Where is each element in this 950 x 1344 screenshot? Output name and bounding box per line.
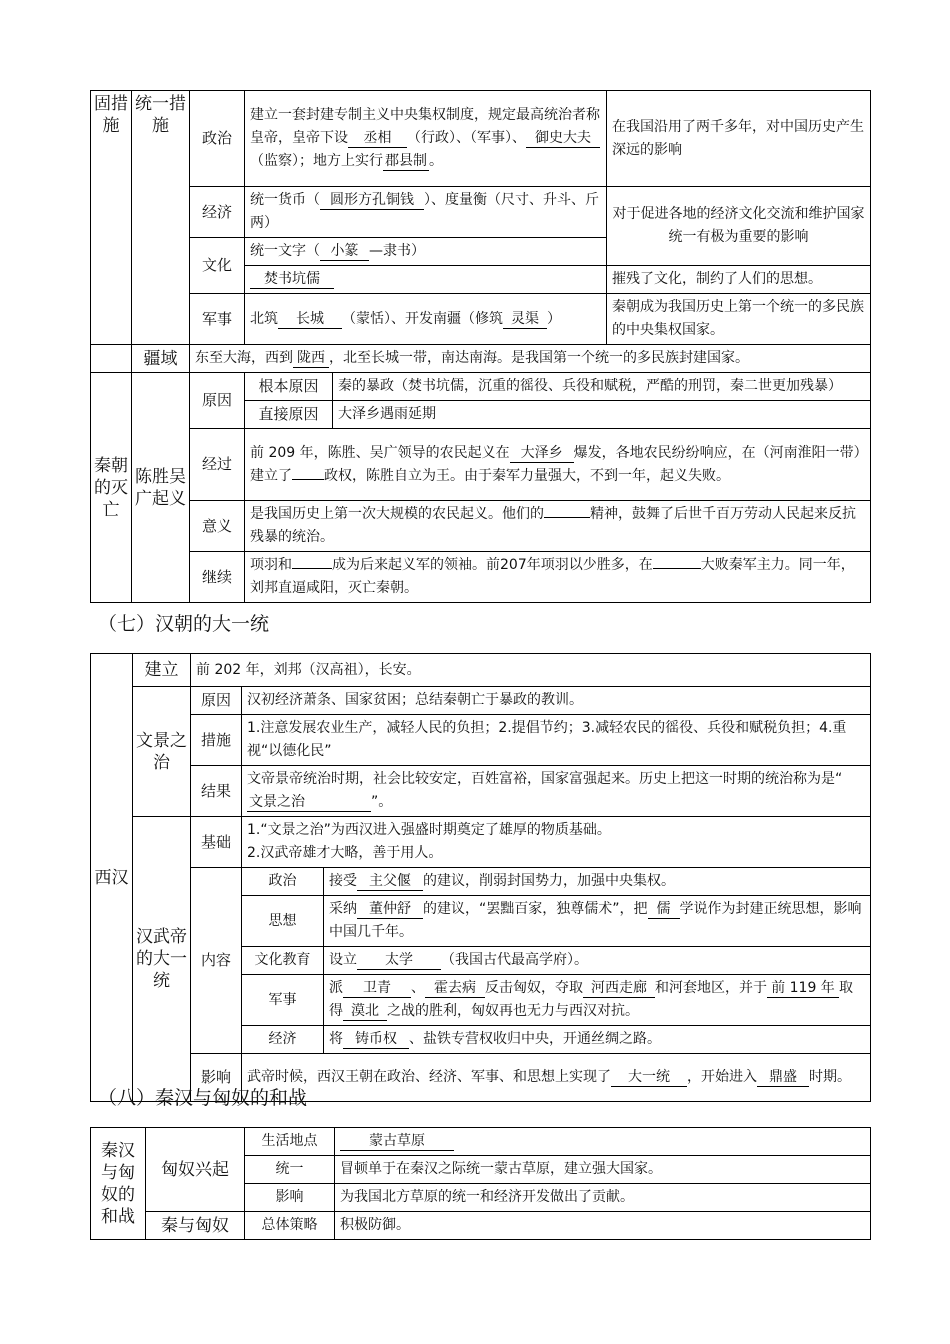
book-burning-cell: 焚书坑儒 bbox=[245, 266, 607, 294]
policy-content: 积极防御。 bbox=[335, 1212, 871, 1240]
thought-content: 采纳 董仲舒 的建议，“罢黜百家，独尊儒术”，把 儒 学说作为封建正统思想，影响中国几千年。 bbox=[324, 896, 871, 947]
unify-label: 统一 bbox=[245, 1156, 335, 1184]
wenjing-cell: 文景之治 bbox=[133, 687, 191, 817]
meaning-label: 意义 bbox=[190, 501, 245, 552]
wj-result-label: 结果 bbox=[191, 766, 242, 817]
book-burning-effect: 摧残了文化，制约了人们的思想。 bbox=[607, 266, 871, 294]
edu-content: 设立 太学 （我国古代最高学府）。 bbox=[324, 947, 871, 975]
direct-cause-label: 直接原因 bbox=[245, 401, 333, 429]
meaning-content: 是我国历史上第一次大规模的农民起义。他们的 精神，鼓舞了后世千百万劳动人民起来反抗残暴的统治。 bbox=[245, 501, 871, 552]
qin-xiongnu-cell: 秦与匈奴 bbox=[146, 1212, 245, 1240]
xiongnu-main-cell: 秦汉与匈奴的和战 bbox=[91, 1128, 146, 1240]
politics-effect: 在我国沿用了两千多年，对中国历史产生深远的影响 bbox=[607, 91, 871, 187]
wj-cause: 汉初经济萧条、国家贫困；总结秦朝亡于暴政的教训。 bbox=[242, 687, 871, 715]
content-label: 内容 bbox=[191, 868, 242, 1054]
mil-label: 军事 bbox=[242, 975, 324, 1026]
unify-measures-cell: 统一措施 bbox=[132, 91, 190, 345]
chen-wu-uprising-cell: 陈胜吴广起义 bbox=[132, 373, 190, 603]
pol-content: 接受 主父偃 的建议，削弱封国势力，加强中央集权。 bbox=[324, 868, 871, 896]
military-effect: 秦朝成为我国历史上第一个统一的多民族的中央集权国家。 bbox=[607, 294, 871, 345]
economy-culture-effect: 对于促进各地的经济文化交流和维护国家统一有极为重要的影响 bbox=[607, 187, 871, 266]
wj-measure-label: 措施 bbox=[191, 715, 242, 766]
military-content: 北筑 长城 （蒙恬）、开发南疆（修筑 灵渠 ） bbox=[245, 294, 607, 345]
continue-label: 继续 bbox=[190, 552, 245, 603]
xiongnu-rise-cell: 匈奴兴起 bbox=[146, 1128, 245, 1212]
unify-content: 冒顿单于在秦汉之际统一蒙古草原，建立强大国家。 bbox=[335, 1156, 871, 1184]
impact-label: 影响 bbox=[191, 1054, 242, 1102]
thought-label: 思想 bbox=[242, 896, 324, 947]
section-8-title: （八）秦汉与匈奴的和战 bbox=[98, 1087, 308, 1109]
found-content: 前 202 年，刘邦（汉高祖），长安。 bbox=[191, 654, 871, 687]
politics-content: 建立一套封建专制主义中央集权制度，规定最高统治者称皇帝，皇帝下设 丞相 （行政）、（军事）、 御史大夫（监察）；地方上实行 郡县制 。 bbox=[245, 91, 607, 187]
wudi-cell: 汉武帝的大一统 bbox=[133, 817, 191, 1102]
found-label: 建立 bbox=[133, 654, 191, 687]
direct-cause: 大泽乡遇雨延期 bbox=[333, 401, 871, 429]
continue-content: 项羽和 成为后来起义军的领袖。前207年项羽以少胜多，在 大败秦军主力。同一年，刘邦直逼咸阳，灭亡秦朝。 bbox=[245, 552, 871, 603]
policy-label: 总体策略 bbox=[245, 1212, 335, 1240]
territory-content: 东至大海，西到 陇西 ，北至长城一带，南达南海。是我国第一个统一的多民族封建国家。 bbox=[190, 345, 871, 373]
live-content: 蒙古草原 bbox=[335, 1128, 871, 1156]
blank-cell bbox=[91, 345, 132, 373]
western-han-cell: 西汉 bbox=[91, 654, 133, 1102]
mil-content: 派 卫青 、 霍去病 反击匈奴，夺取 河西走廊 和河套地区，并于 前 119 年 取得 漠北 之战的胜利，匈奴再也无力与西汉对抗。 bbox=[324, 975, 871, 1026]
culture-content: 统一文字（ 小篆 —隶书） bbox=[245, 238, 607, 266]
xn-impact-label: 影响 bbox=[245, 1184, 335, 1212]
wj-cause-label: 原因 bbox=[191, 687, 242, 715]
live-label: 生活地点 bbox=[245, 1128, 335, 1156]
culture-label: 文化 bbox=[190, 238, 245, 294]
xiongnu-table bbox=[90, 1127, 871, 1240]
impact-content: 武帝时候，西汉王朝在政治、经济、军事、和思想上实现了 大一统 ，开始进入 鼎盛 时期。 bbox=[242, 1054, 871, 1102]
politics-label: 政治 bbox=[190, 91, 245, 187]
economy-content: 统一货币（ 圆形方孔铜钱 ）、度量衡（尺寸、升斗、斤两） bbox=[245, 187, 607, 238]
xn-impact-content: 为我国北方草原的统一和经济开发做出了贡献。 bbox=[335, 1184, 871, 1212]
root-cause-label: 根本原因 bbox=[245, 373, 333, 401]
territory-label: 疆域 bbox=[132, 345, 190, 373]
root-cause: 秦的暴政（焚书坑儒，沉重的徭役、兵役和赋税，严酷的刑罚，秦二世更加残暴） bbox=[333, 373, 871, 401]
pol-label: 政治 bbox=[242, 868, 324, 896]
economy-label: 经济 bbox=[190, 187, 245, 238]
cause-label: 原因 bbox=[190, 373, 245, 429]
basis-label: 基础 bbox=[191, 817, 242, 868]
process-content: 前 209 年，陈胜、吴广领导的农民起义在 大泽乡 爆发，各地农民纷纷响应，在（河南淮阳一带）建立了 政权，陈胜自立为王。由于秦军力量强大，不到一年，起义失败。 bbox=[245, 429, 871, 501]
edu-label: 文化教育 bbox=[242, 947, 324, 975]
wj-measure: 1.注意发展农业生产，减轻人民的负担；2.提倡节约；3.减轻农民的徭役、兵役和赋税负担；4.重视“以德化民” bbox=[242, 715, 871, 766]
han-table bbox=[90, 653, 871, 1102]
eco-content: 将 铸币权 、盐铁专营权收归中央，开通丝绸之路。 bbox=[324, 1026, 871, 1054]
qin-table bbox=[90, 90, 871, 603]
process-label: 经过 bbox=[190, 429, 245, 501]
qin-fall-cell: 秦朝的灭亡 bbox=[91, 373, 132, 603]
consolidation-cell: 固措施 bbox=[91, 91, 132, 345]
wj-result: 文帝景帝统治时期，社会比较安定，百姓富裕，国家富强起来。历史上把这一时期的统治称为是“文景之治 ”。 bbox=[242, 766, 871, 817]
section-7-title: （七）汉朝的大一统 bbox=[98, 613, 270, 635]
eco-label: 经济 bbox=[242, 1026, 324, 1054]
basis-content: 1.“文景之治”为西汉进入强盛时期奠定了雄厚的物质基础。 2.汉武帝雄才大略，善于用人。 bbox=[242, 817, 871, 868]
military-label: 军事 bbox=[190, 294, 245, 345]
